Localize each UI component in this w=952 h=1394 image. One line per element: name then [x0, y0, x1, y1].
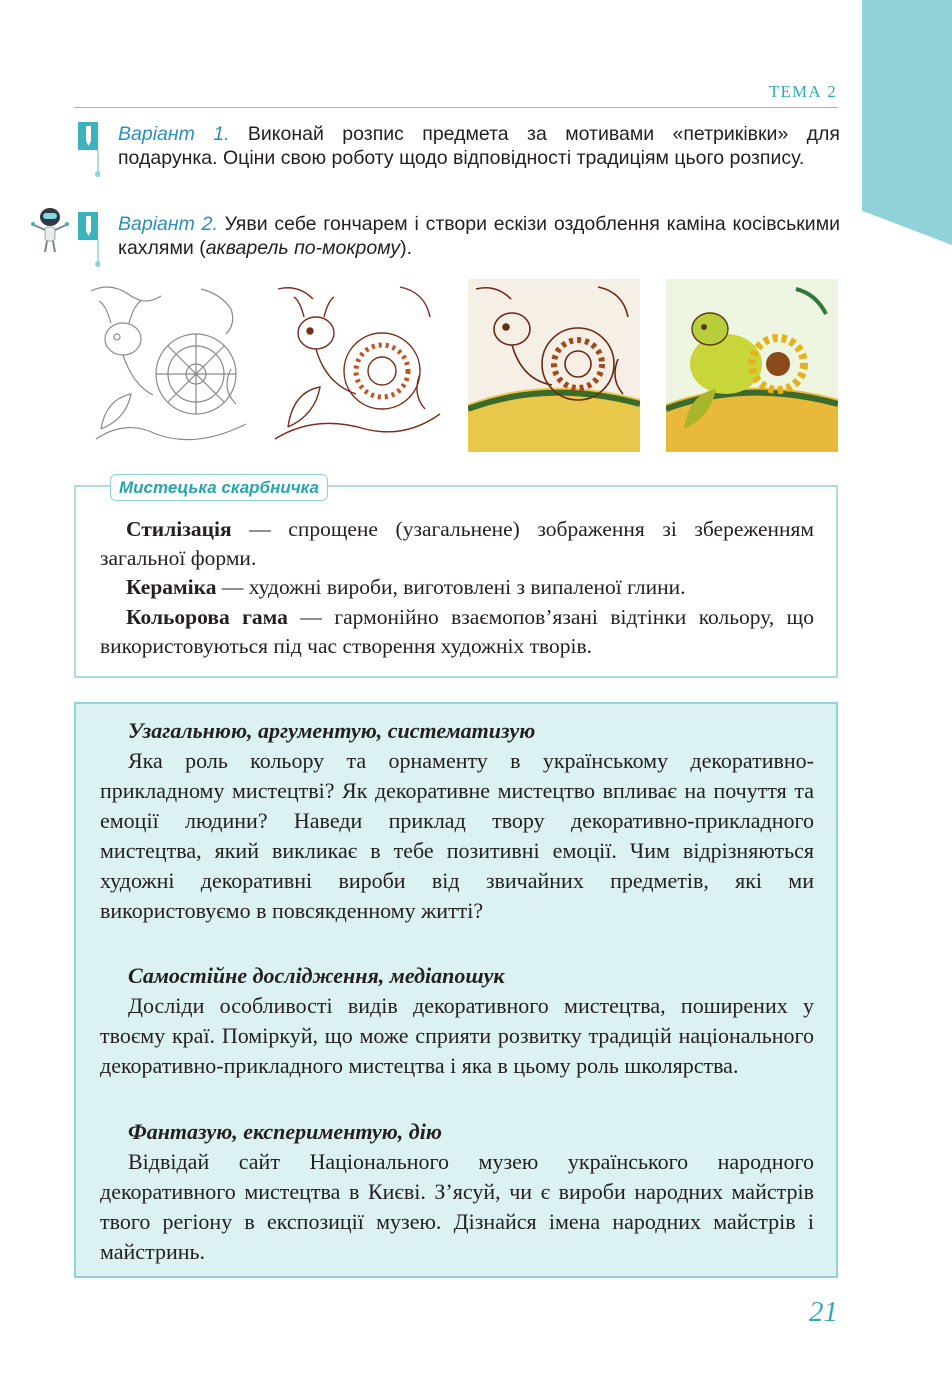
term-name: Стилізація [126, 517, 232, 541]
pencil-task-icon [76, 120, 100, 182]
term-definition: — художні вироби, виготовлені з випаленої глини. [216, 575, 686, 599]
sketch-ink-image [270, 279, 442, 452]
variant-2-end: ). [400, 237, 413, 259]
section-text: Досліди особливості видів декоративного мистецтва, поширених у твоєму краї. Поміркуй, що може сприяти розвитку традицій національного декоративно-прикладного мистецтва і яка в цьому роль школярства. [100, 993, 814, 1078]
painted-brown-image [468, 279, 640, 452]
painted-color-image [666, 279, 838, 452]
term-name: Кольорова гама [126, 605, 288, 629]
variant-2-text: Уяви себе гончарем і створи ескізи оздоблення каміна косівськими кахлями ( [118, 213, 841, 259]
robot-mascot-icon [28, 205, 72, 255]
section-title: Самостійне дослідження, медіапошук [128, 963, 505, 988]
glossary-term [100, 603, 814, 661]
section-title: Узагальнюю, аргументую, систематизую [128, 718, 536, 743]
variant-2-emphasis: акварель по-мокрому [205, 237, 401, 259]
section-title: Фантазую, експериментую, дію [128, 1119, 442, 1144]
sketch-pencil-image [81, 279, 253, 452]
variant-1-label: Варіант 1. [118, 123, 230, 145]
glossary-term [100, 515, 814, 573]
term-definition: — спрощене (узагальнене) зображення зі збереженням загальної форми. [100, 517, 814, 570]
variant-1-text: Виконай розпис предмета за мотивами «петриківки» для подарунка. Оціни свою роботу щодо відповідності традиціям цього розпису. [118, 123, 840, 169]
topic-label: ТЕМА 2 [768, 82, 837, 101]
header-rule [74, 107, 838, 108]
task-variant-2 [118, 212, 840, 260]
section-text: Відвідай сайт Національного музею українського народного декоративного мистецтва в Києві. З’ясуй, чи є вироби народних майстрів твого регіону в експозиції музею. Дізнайся імена народних майстрів і майстринь. [100, 1149, 814, 1264]
variant-2-label: Варіант 2. [118, 213, 218, 235]
page-number: 21 [809, 1296, 838, 1328]
term-name: Кераміка [126, 575, 217, 599]
term-definition: — гармонійно взаємопов’язані відтінки кольору, що використовуються під час створення художніх творів. [100, 605, 814, 658]
pencil-task-icon [76, 210, 100, 272]
corner-tab [862, 0, 952, 245]
section-text: Яка роль кольору та орнаменту в українському декоративно-прикладному мистецтві? Як декоративне мистецтво впливає на почуття та емоції людини? Наведи приклад твору декоративно-прикладного мистецтва, який викликає в тебе позитивні емоції. Чим відрізняються художні декоративні вироби від звичайних предметів, які ми використовуємо в повсякденному житті? [100, 748, 814, 923]
glossary-term [100, 573, 814, 602]
task-variant-1 [118, 122, 840, 170]
glossary-title: Мистецька скарбничка [110, 474, 328, 501]
